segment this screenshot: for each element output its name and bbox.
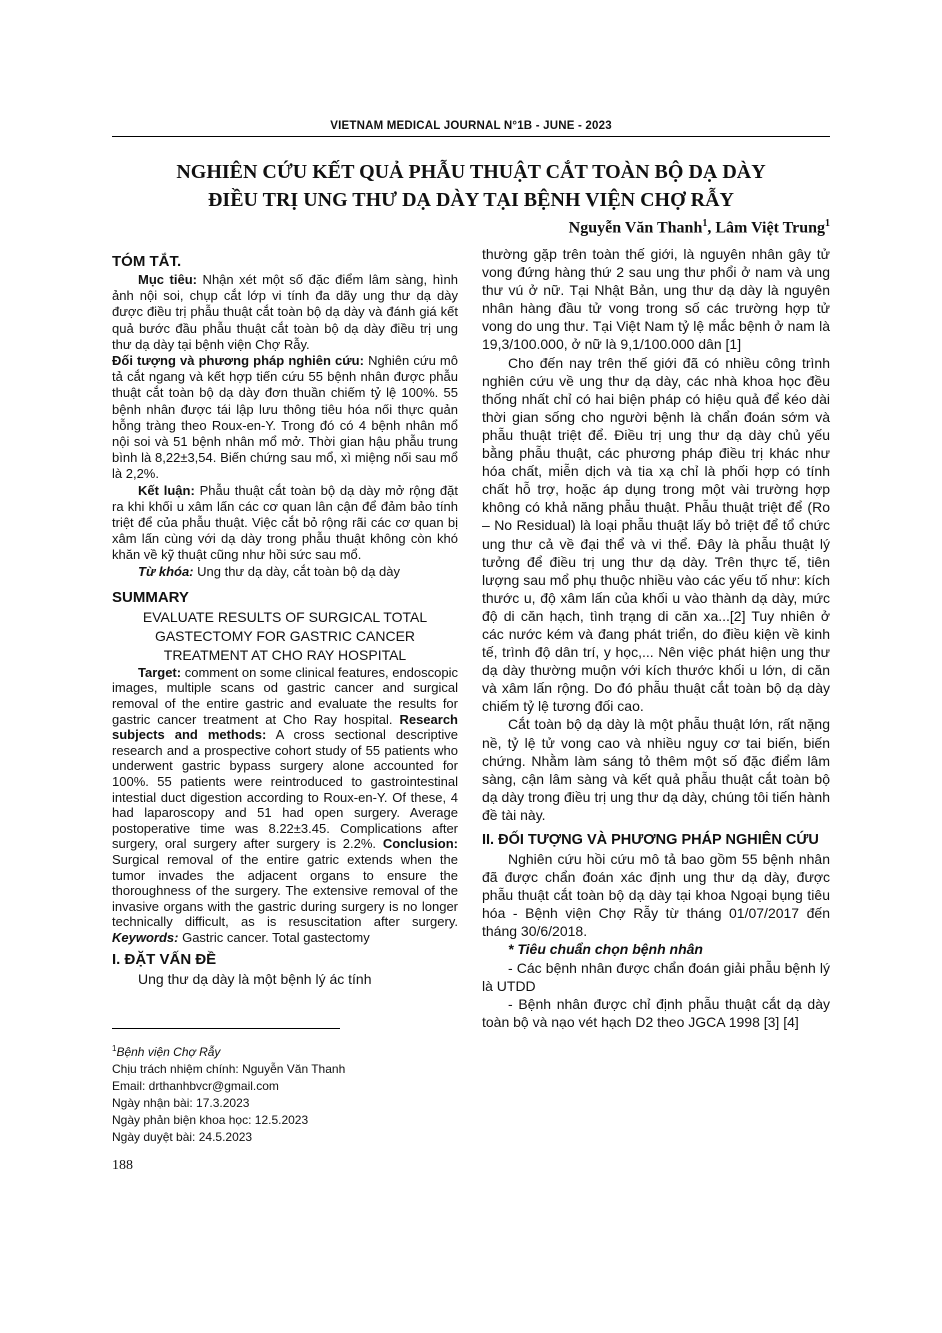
affiliation-marker: 1 — [112, 1044, 117, 1053]
conclusion-label: Kết luận: — [138, 482, 195, 498]
methods-label: Đối tượng và phương pháp nghiên cứu: — [112, 353, 364, 369]
abstract-heading: TÓM TẮT. — [112, 253, 182, 270]
footnote-accepted: Ngày duyệt bài: 24.5.2023 — [112, 1130, 253, 1144]
title-line-2: ĐIỀU TRỊ UNG THƯ DẠ DÀY TẠI BỆNH VIỆN CHỢ RẪY — [207, 189, 734, 211]
methods-text: Nghiên cứu mô tả cắt ngang và kết hợp tiến cứu 55 bệnh nhân được phẫu thuật cắt toàn bộ dạ dày đơn thuần chiếm tỷ lệ 100%. 55 bệnh nhân được tái lập lưu thông tiêu hóa nối thực quản hỗng tràng theo Roux-en-Y. Trong đó có 4 bệnh nhân mổ nội soi và 51 bệnh nhân mổ mở. Thời gian hậu phẫu trung bình là 8,22±3,54. Biến chứng sau mổ, xì miệng nối sau mổ là 2,2%. — [112, 353, 458, 482]
right-column — [482, 245, 830, 1031]
summary-title-line-2: GASTECTOMY FOR GASTRIC CANCER — [154, 627, 416, 644]
section-1-paragraph-1: thường gặp trên toàn thế giới, là nguyên nhân gây tử vong đứng hàng thứ 2 sau ung thư phổi ở nam và ung thư vú ở nữ. Tại Nhật Bản, ung thư dạ dày là nguyên nhân hàng đầu tử vong trong số các trường hợp tử vong do ung thư. Tại Việt Nam tỷ lệ mắc bệnh ở nam là 19,3/100.000, ở nữ là 9,1/100.000 dân [1] — [482, 246, 830, 353]
criteria-item-2: - Bệnh nhân được chỉ định phẫu thuật cắt dạ dày toàn bộ và nạo vét hạch D2 theo JGCA 1998 [3] [4] — [482, 995, 830, 1030]
summary-title-line-3: TREATMENT AT CHO RAY HOSPITAL — [163, 646, 407, 663]
footnotes — [112, 1040, 458, 1146]
footnote-affiliation — [112, 1040, 458, 1061]
author-1: Nguyễn Văn Thanh — [568, 219, 703, 237]
section-2-heading: II. ĐỐI TƯỢNG VÀ PHƯƠNG PHÁP NGHIÊN CỨU — [482, 832, 819, 848]
summary-title-line-1: EVALUATE RESULTS OF SURGICAL TOTAL — [142, 608, 428, 625]
section-1-paragraph-2: Cho đến nay trên thế giới đã có nhiều công trình nghiên cứu về ung thư dạ dày, các nhà khoa học đều thống nhất chỉ có hai biện pháp có hiệu quả để kéo dài thời gian sống cho người bệnh là chẩn đoán sớm và phẫu thuật triệt để. Điều trị ung thư dạ dày chủ yếu bằng phẫu thuật, các phương pháp điều trị khác như hóa chất, miễn dịch và tia xạ chỉ là phối hợp có tính chất hỗ trợ, hoặc áp dụng trong một vài trường hợp không có khả năng phẫu thuật. Phẫu thuật triệt để (Ro – No Residual) là loại phẫu thuật lấy bỏ triệt để tổ chức ung thư cả về đại thể và vi thể. Đây là phẫu thuật lý tưởng để điều trị ung thư dạ dày. Trên thực tế, tiên lượng sau mổ phụ thuộc nhiều vào các yếu tố như: kích thước u, độ xâm lấn của khối u vào thành dạ dày, mức độ di căn hạch, tình trạng di căn xa...[2] Tuy nhiên ở các nước kém và đang phát triển, do điều kiện về kinh tế, trình độ dân trí, y học,... Nên việc phát hiện ung thư dạ dày thường muộn với kích thước khối u lớn, di căn và xâm lấn rộng. Do đó phẫu thuật cắt toàn bộ dạ dày chiếm tỷ lệ tương đối cao. — [482, 354, 830, 715]
author-2: Lâm Việt Trung — [715, 219, 825, 237]
title-line-1: NGHIÊN CỨU KẾT QUẢ PHẪU THUẬT CẮT TOÀN BỘ DẠ DÀY — [176, 161, 766, 183]
section-1-paragraph-3: Cắt toàn bộ dạ dày là một phẫu thuật lớn, rất nặng nề, tỷ lệ tử vong cao và nhiều nguy cơ tai biến, biến chứng. Nhằm làm sáng tỏ thêm một số đặc điểm lâm sàng, cận lâm sàng và kết quả phẫu thuật cắt toàn bộ dạ dày trong điều trị ung thư dạ dày, chúng tôi tiến hành đề tài này. — [482, 716, 830, 823]
section-1-heading: I. ĐẶT VẤN ĐỀ — [112, 950, 217, 968]
author-2-affiliation: 1 — [825, 218, 830, 229]
affiliation-text: Bệnh viện Chợ Rẫy — [116, 1045, 221, 1059]
author-separator: , — [707, 219, 716, 237]
footnote-responsible: Chịu trách nhiệm chính: Nguyễn Văn Thanh — [112, 1062, 346, 1076]
section-1-paragraph-start: Ung thư dạ dày là một bệnh lý ác tính — [138, 970, 372, 987]
abstract-objective — [112, 272, 458, 353]
criteria-heading: * Tiêu chuẩn chọn bệnh nhân — [508, 941, 703, 958]
journal-header: VIETNAM MEDICAL JOURNAL N°1B - JUNE - 2023 — [330, 120, 612, 132]
abstract-keywords — [112, 564, 458, 580]
section-2-paragraph-1: Nghiên cứu hồi cứu mô tả bao gồm 55 bệnh nhân đã được chẩn đoán xác định ung thư dạ dày, được phẫu thuật cắt toàn bộ dạ dày tại khoa Ngoại bụng tiêu hóa - Bệnh viện Chợ Rẫy từ tháng 01/07/2017 đến tháng 30/6/2018. — [482, 851, 830, 940]
summary-heading: SUMMARY — [112, 588, 189, 606]
authors — [569, 218, 830, 237]
footnote-rule — [112, 1028, 340, 1029]
objective-text: Nhận xét một số đặc điểm lâm sàng, hình ảnh nội soi, chụp cắt lớp vi tính đa dãy ung thư dạ dày được điều trị phẫu thuật cắt toàn bộ dạ dày và đánh giá kết quả bước đầu phẫu thuật cắt toàn bộ dạ dày điều trị ung thư dạ dày tại bệnh viện Chợ Rẫy. — [112, 272, 458, 352]
keywords-text: Ung thư dạ dày, cắt toàn bộ dạ dày — [193, 563, 401, 579]
abstract-conclusion — [112, 483, 458, 564]
summary-body — [112, 665, 458, 946]
conclusion-text: Phẫu thuật cắt toàn bộ dạ dày mở rộng đặt ra khi khối u xâm lấn các cơ quan lân cận để đảm bảo tính triệt để của phẫu thuật. Việc cắt bỏ rộng rãi các cơ quan bị xâm lấn cùng với dạ dày trong phẫu thuật không còn khó khăn về kỹ thuật cũng như hồi sức sau mổ. — [112, 482, 458, 563]
summary-methods-label: Research subjects and methods: — [112, 711, 458, 743]
objective-label: Mục tiêu: — [138, 272, 197, 287]
criteria-item-1: - Các bệnh nhân được chẩn đoán giải phẫu bệnh lý là UTDD — [482, 959, 830, 994]
author-1-affiliation: 1 — [702, 218, 708, 229]
footnote-reviewed: Ngày phản biện khoa học: 12.5.2023 — [112, 1113, 309, 1127]
summary-keywords-label: Keywords: — [112, 929, 179, 945]
summary-conclusion-label: Conclusion: — [382, 836, 458, 852]
footnote-received: Ngày nhận bài: 17.3.2023 — [112, 1096, 250, 1110]
header-rule — [112, 136, 830, 137]
summary-methods-text: A cross sectional descriptive research and a prospective cohort study of 55 patients who underwent gastric bypass surgery alone accounted for 100%. 55 patients were reintroduced to gastrointestinal intestial duct digestion according to Roux-en-Y. Of these, 4 had laparoscopy and 51 had open surgery. Average postoperative time was 8.22±3.45. Complications after surgery, oral surgery after surgery is 2.2%. — [112, 727, 458, 852]
target-label: Target: — [138, 664, 182, 680]
target-text: comment on some clinical features, endoscopic images, multiple scans od gastric cancer and surgical removal of the entire gastric and evaluate the results for gastric cancer treatment at Cho Ray hospital. — [112, 664, 458, 727]
summary-conclusion-text: Surgical removal of the entire gatric extends when the tumor invades the adjacent organs to ensure the thoroughness of the surgery. The extensive removal of the invasive organs with the gastric during surgery is no longer technically difficult, as is resuscitation after surgery. — [112, 851, 458, 930]
left-column — [112, 252, 458, 988]
article-title — [112, 158, 830, 214]
summary-keywords-text: Gastric cancer. Total gastectomy — [178, 929, 370, 945]
abstract-methods — [112, 353, 458, 483]
footnote-email: Email: drthanhbvcr@gmail.com — [112, 1079, 279, 1093]
keywords-label: Từ khóa: — [138, 563, 194, 579]
page-number: 188 — [112, 1158, 133, 1173]
